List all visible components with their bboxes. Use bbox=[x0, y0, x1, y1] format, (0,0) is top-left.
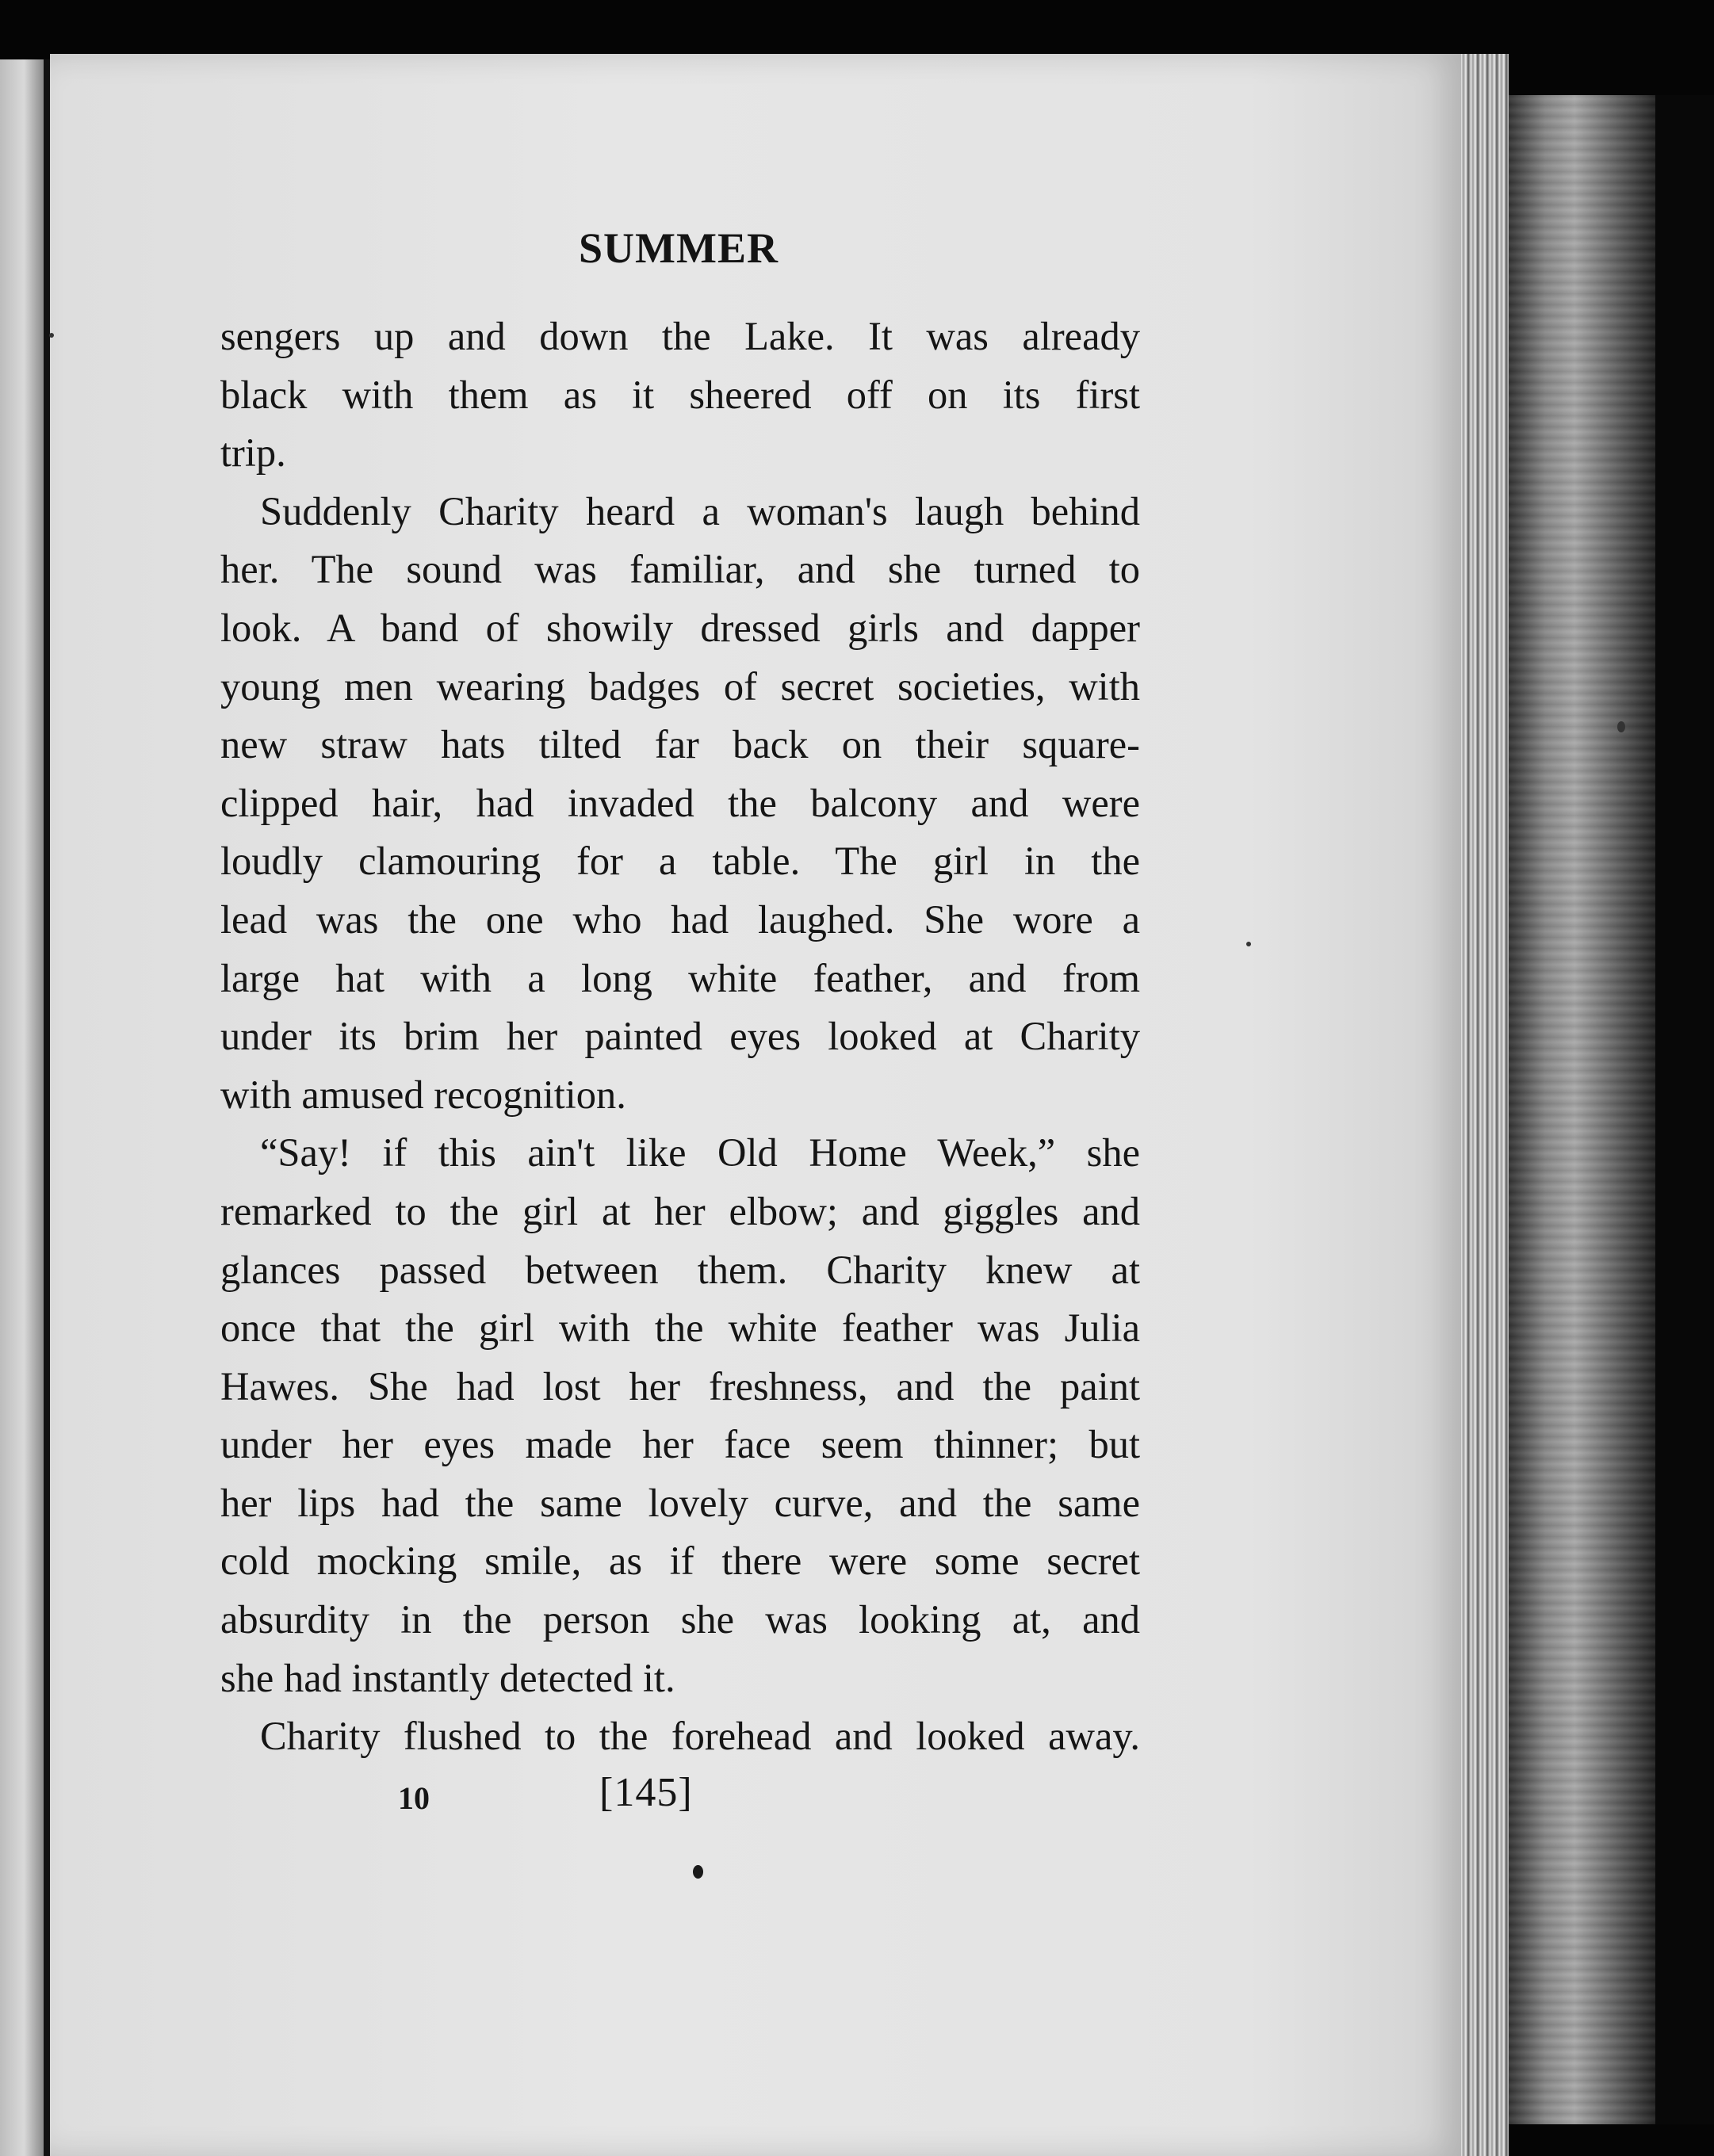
ink-speck bbox=[1617, 721, 1625, 732]
signature-mark: 10 bbox=[398, 1780, 430, 1816]
text-line: lead was the one who had laughed. She wore a bbox=[220, 896, 1140, 942]
ink-dot bbox=[693, 1865, 703, 1879]
text-line: look. A band of showily dressed girls and dapper bbox=[220, 605, 1140, 650]
text-line: her lips had the same lovely curve, and the same bbox=[220, 1480, 1140, 1525]
body-text bbox=[220, 308, 1140, 1766]
page-edges bbox=[1461, 54, 1509, 2156]
text-line: cold mocking smile, as if there were some secret bbox=[220, 1539, 1140, 1584]
text-line: with amused recognition. bbox=[220, 1072, 626, 1117]
ink-speck bbox=[1246, 942, 1251, 946]
text-line: loudly clamouring for a table. The girl in the bbox=[220, 839, 1140, 884]
page-number: [145] bbox=[599, 1770, 693, 1815]
text-line: remarked to the girl at her elbow; and giggles and bbox=[220, 1188, 1140, 1233]
text-line: once that the girl with the white feather was Julia bbox=[220, 1305, 1140, 1351]
text-line: new straw hats tilted far back on their square- bbox=[220, 722, 1140, 767]
running-head: SUMMER bbox=[579, 224, 779, 272]
text-line: young men wearing badges of secret societies, with bbox=[220, 663, 1140, 709]
text-line: under its brim her painted eyes looked at Charity bbox=[220, 1014, 1140, 1059]
text-line: large hat with a long white feather, and from bbox=[220, 955, 1140, 1000]
ink-speck bbox=[49, 333, 54, 338]
background-shadow bbox=[1655, 95, 1714, 2124]
text-line: she had instantly detected it. bbox=[220, 1655, 675, 1700]
text-line: black with them as it sheered off on its first bbox=[220, 372, 1140, 417]
text-line: clipped hair, had invaded the balcony and were bbox=[220, 780, 1140, 825]
text-line: Suddenly Charity heard a woman's laugh behind bbox=[260, 488, 1140, 533]
text-line: absurdity in the person she was looking at, and bbox=[220, 1597, 1140, 1642]
text-line: under her eyes made her face seem thinner; but bbox=[220, 1422, 1140, 1467]
facing-page-edge bbox=[0, 59, 44, 2156]
text-line: glances passed between them. Charity knew at bbox=[220, 1247, 1140, 1292]
text-line: sengers up and down the Lake. It was already bbox=[220, 314, 1140, 358]
text-line: Hawes. She had lost her freshness, and the paint bbox=[220, 1363, 1140, 1409]
text-line: her. The sound was familiar, and she turned to bbox=[220, 547, 1140, 592]
gutter bbox=[44, 59, 50, 2156]
spine-texture bbox=[1509, 95, 1655, 2124]
text-line: Charity flushed to the forehead and looked away. bbox=[260, 1714, 1140, 1759]
text-line: trip. bbox=[220, 430, 286, 476]
text-line: “Say! if this ain't like Old Home Week,” she bbox=[260, 1130, 1140, 1175]
